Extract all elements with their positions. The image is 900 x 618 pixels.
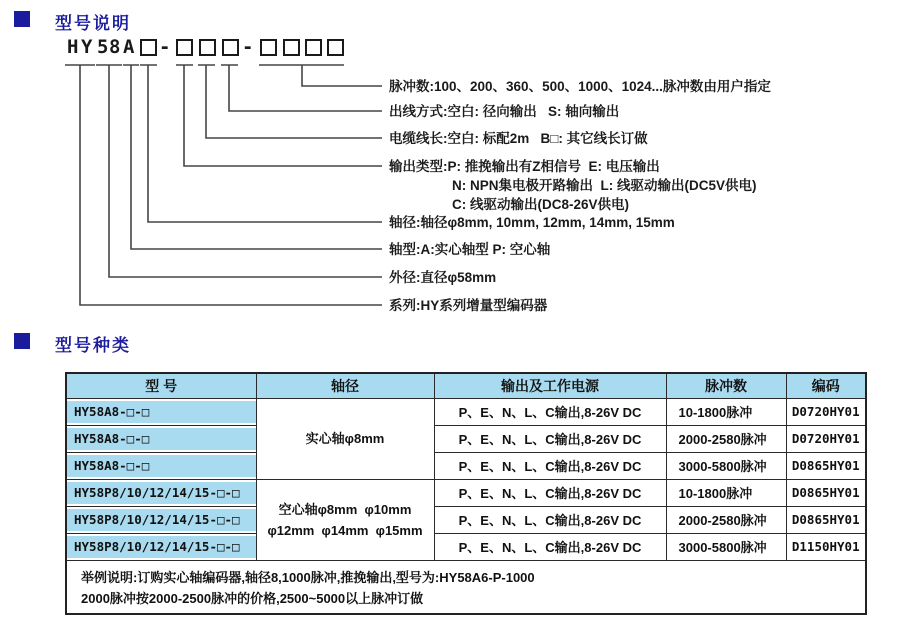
label-output-type-line3: C: 线驱动输出(DC8-26V供电) xyxy=(452,197,630,212)
model-cell xyxy=(66,398,256,425)
table-row xyxy=(66,479,866,506)
note-cell xyxy=(66,560,866,614)
label-pulse-count: 脉冲数:100、200、360、500、1000、1024...脉冲数由用户指定 xyxy=(389,79,771,94)
shaft-line: φ12mm φ14mm φ15mm xyxy=(267,522,423,538)
output-cell: P、E、N、L、C输出,8-26V DC xyxy=(434,506,666,533)
model-letter: 5 xyxy=(97,36,109,58)
col-header-output: 输出及工作电源 xyxy=(434,373,666,398)
label-output-type-line2: N: NPN集电极开路输出 L: 线驱动输出(DC5V供电) xyxy=(452,178,757,193)
model-box xyxy=(199,39,216,56)
model-cell xyxy=(66,452,256,479)
output-cell: P、E、N、L、C输出,8-26V DC xyxy=(434,479,666,506)
table-row xyxy=(66,452,866,479)
code-cell: D0865HY01 xyxy=(786,479,866,506)
pulse-cell: 10-1800脉冲 xyxy=(666,479,786,506)
label-shaft-diameter: 轴径:轴径φ8mm, 10mm, 12mm, 14mm, 15mm xyxy=(389,215,675,230)
col-header-model: 型 号 xyxy=(66,373,256,398)
model-cell xyxy=(66,506,256,533)
table-row xyxy=(66,398,866,425)
label-wiring-direction: 出线方式:空白: 径向输出 S: 轴向输出 xyxy=(389,104,620,119)
col-header-pulses: 脉冲数 xyxy=(666,373,786,398)
model-letter: - xyxy=(159,36,171,58)
table-row xyxy=(66,425,866,452)
output-cell: P、E、N、L、C输出,8-26V DC xyxy=(434,452,666,479)
model-cell-chip: HY58A8-□-□ xyxy=(67,401,256,423)
section-title-text: 型号说明 xyxy=(55,14,131,33)
pulse-cell: 3000-5800脉冲 xyxy=(666,533,786,560)
model-box xyxy=(176,39,193,56)
model-cell-chip: HY58A8-□-□ xyxy=(67,428,256,450)
shaft-merged-cell xyxy=(256,398,434,479)
model-cell xyxy=(66,533,256,560)
model-box xyxy=(283,39,300,56)
table-note-row xyxy=(66,560,866,614)
shaft-line: 空心轴φ8mm φ10mm xyxy=(278,501,412,517)
model-cell-chip: HY58A8-□-□ xyxy=(67,455,256,477)
section-bullet-icon xyxy=(14,333,30,349)
shaft-merged-cell xyxy=(256,479,434,560)
col-header-shaft: 轴径 xyxy=(256,373,434,398)
label-series: 系列:HY系列增量型编码器 xyxy=(389,298,548,313)
model-box xyxy=(260,39,277,56)
note-line: 举例说明:订购实心轴编码器,轴径8,1000脉冲,推挽输出,型号为:HY58A6-P-1000 xyxy=(81,569,535,585)
model-box xyxy=(222,39,239,56)
pulse-cell: 2000-2580脉冲 xyxy=(666,506,786,533)
model-cell-chip: HY58P8/10/12/14/15-□-□ xyxy=(67,536,256,558)
model-cell xyxy=(66,425,256,452)
pulse-cell: 3000-5800脉冲 xyxy=(666,452,786,479)
model-cell-chip: HY58P8/10/12/14/15-□-□ xyxy=(67,509,256,531)
model-types-section-title xyxy=(0,331,900,353)
model-letter: 8 xyxy=(109,36,121,58)
pulse-cell: 2000-2580脉冲 xyxy=(666,425,786,452)
model-types-table-wrapper xyxy=(65,372,867,615)
code-cell: D0865HY01 xyxy=(786,506,866,533)
output-cell: P、E、N、L、C输出,8-26V DC xyxy=(434,398,666,425)
table-header-row xyxy=(66,373,866,398)
model-types-table xyxy=(65,372,867,615)
table-row xyxy=(66,533,866,560)
code-cell: D0865HY01 xyxy=(786,452,866,479)
label-outer-diameter: 外径:直径φ58mm xyxy=(389,270,497,285)
model-box xyxy=(305,39,322,56)
table-row xyxy=(66,506,866,533)
shaft-line: 实心轴φ8mm xyxy=(305,431,385,446)
label-shaft-type: 轴型:A:实心轴型 P: 空心轴 xyxy=(389,242,551,257)
model-letter: - xyxy=(242,36,254,58)
model-cell xyxy=(66,479,256,506)
model-letter: H xyxy=(67,36,79,58)
code-cell: D1150HY01 xyxy=(786,533,866,560)
note-line: 2000脉冲按2000-2500脉冲的价格,2500~5000以上脉冲订做 xyxy=(81,590,424,606)
output-cell: P、E、N、L、C输出,8-26V DC xyxy=(434,533,666,560)
section-title-text: 型号种类 xyxy=(55,336,131,355)
section-bullet-icon xyxy=(14,11,30,27)
label-output-type: 输出类型:P: 推挽输出有Z相信号 E: 电压输出 xyxy=(389,159,660,174)
model-cell-chip: HY58P8/10/12/14/15-□-□ xyxy=(67,482,256,504)
model-number-diagram xyxy=(0,35,900,350)
code-cell: D0720HY01 xyxy=(786,398,866,425)
code-cell: D0720HY01 xyxy=(786,425,866,452)
label-cable-length: 电缆线长:空白: 标配2m B□: 其它线长订做 xyxy=(389,131,648,146)
model-explanation-section-title xyxy=(0,9,900,31)
model-box xyxy=(327,39,344,56)
model-letter: A xyxy=(123,36,135,58)
model-letter: Y xyxy=(81,36,93,58)
model-box xyxy=(140,39,157,56)
output-cell: P、E、N、L、C输出,8-26V DC xyxy=(434,425,666,452)
pulse-cell: 10-1800脉冲 xyxy=(666,398,786,425)
col-header-code: 编码 xyxy=(786,373,866,398)
